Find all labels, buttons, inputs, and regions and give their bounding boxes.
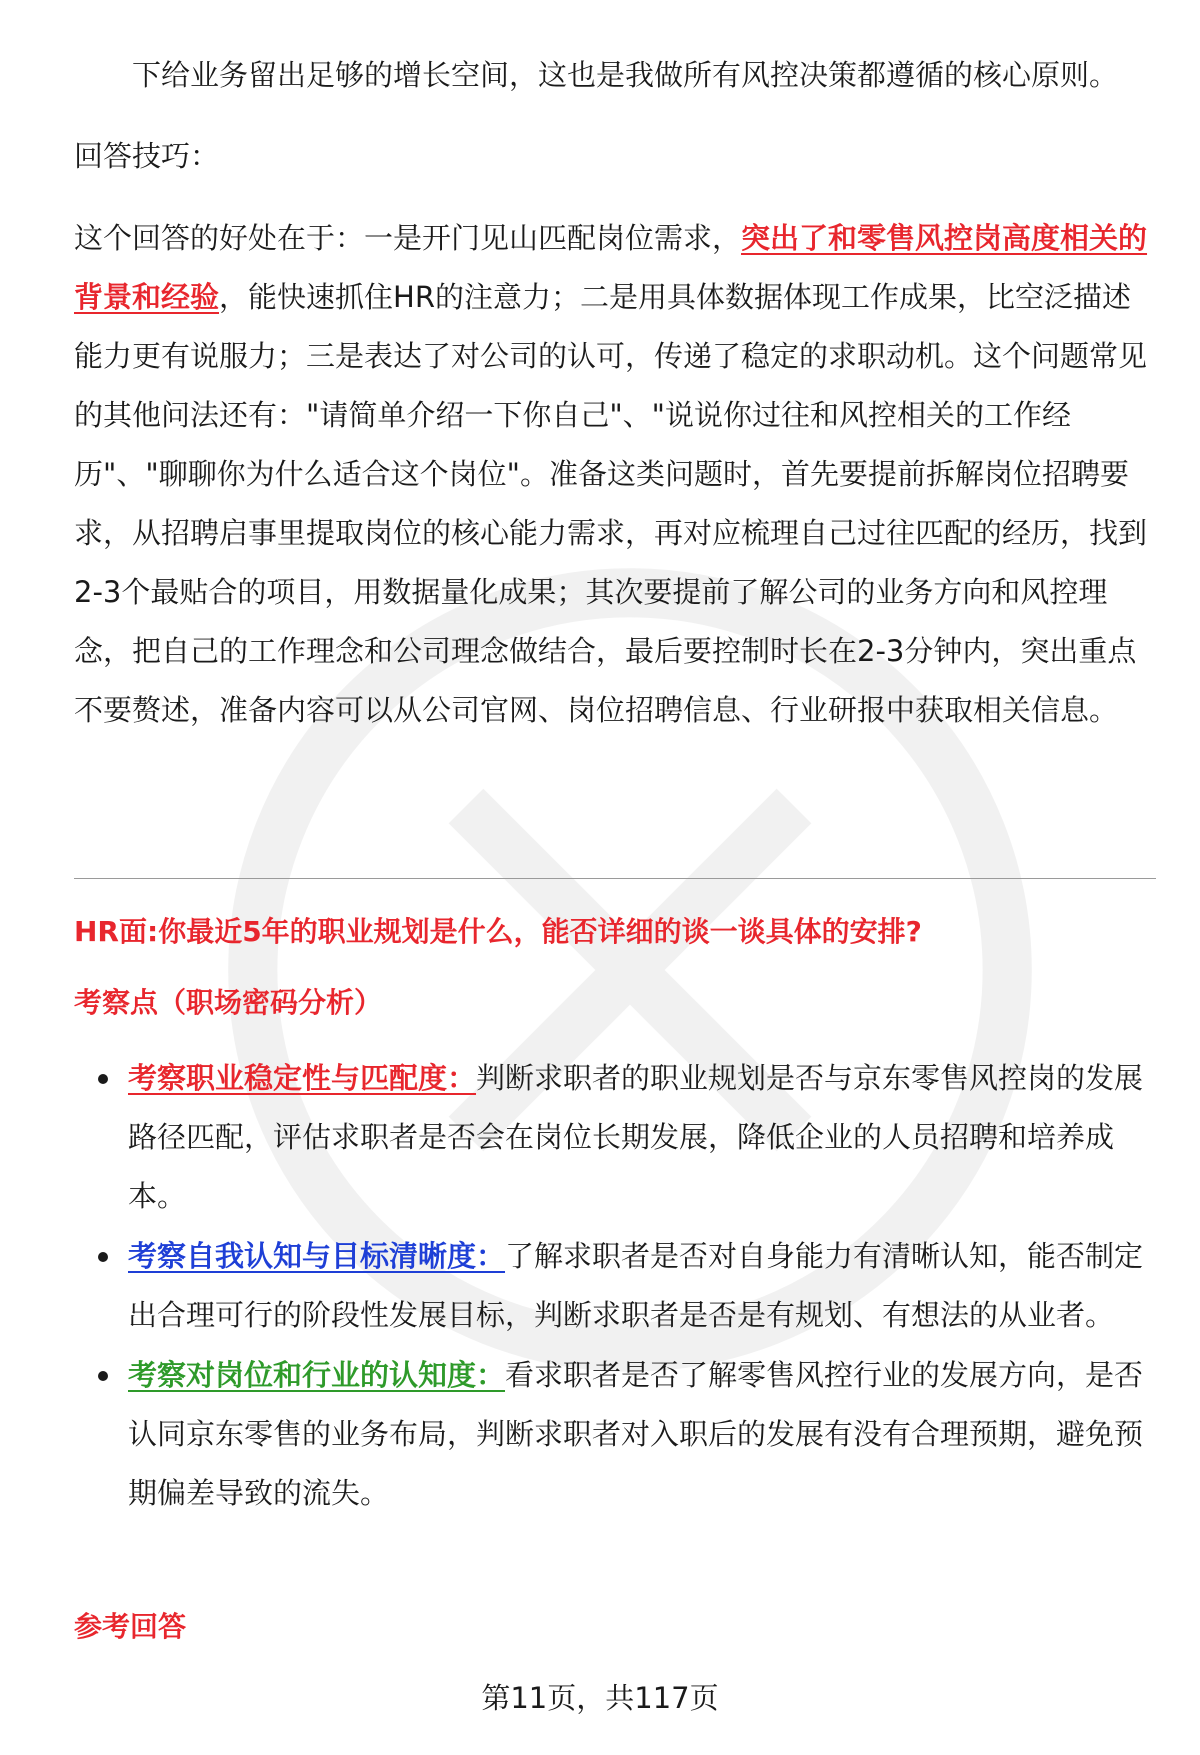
focus-points-list [74,1049,1158,1524]
focus-point [74,1346,1158,1523]
continuation-paragraph: 下给业务留出足够的增长空间，这也是我做所有风控决策都遵循的核心原则。 [132,58,1119,92]
focus-point-text: 判断求职者的职业规划是否与京东零售风控岗的发展路径匹配，评估求职者是否会在岗位长期发展，降低企业的人员招聘和培养成本。 [128,1061,1144,1213]
section-divider [74,878,1156,879]
reference-answer-heading: 参考回答 [74,1610,187,1643]
tips-rest: ，能快速抓住HR的注意力；二是用具体数据体现工作成果，比空泛描述能力更有说服力；三是表达了对公司的认可，传递了稳定的求职动机。这个问题常见的其他问法还有："请简单介绍一下你自己"、"说说你过往和风控相关的工作经历"、"聊聊你为什么适合这个岗位"。准备这类问题时，首先要提前拆解岗位招聘要求，从招聘启事里提取岗位的核心能力需求，再对应梳理自己过往匹配的经历，找到2-3个最贴合的项目，用数据量化成果；其次要提前了解公司的业务方向和风控理念，把自己的工作理念和公司理念做结合，最后要控制时长在2-3分钟内，突出重点不要赘述，准备内容可以从公司官网、岗位招聘信息、行业研报中获取相关信息。 [74,280,1148,727]
tips-intro: 这个回答的好处在于：一是开门见山匹配岗位需求， [74,221,742,255]
tips-highlight: 突出了和零售风控岗高度相关的背景和经验 [74,221,1148,314]
tips-paragraph [74,209,1154,740]
focus-point-text: 了解求职者是否对自身能力有清晰认知，能否制定出合理可行的阶段性发展目标，判断求职者是否是有规划、有想法的从业者。 [128,1239,1144,1332]
focus-heading: 考察点（职场密码分析） [74,986,383,1019]
focus-point-text: 看求职者是否了解零售风控行业的发展方向，是否认同京东零售的业务布局，判断求职者对入职后的发展有没有合理预期，避免预期偏差导致的流失。 [128,1358,1144,1510]
page-indicator: 第11页，共117页 [481,1681,719,1715]
bullet-icon [98,1252,108,1262]
question-title: HR面:你最近5年的职业规划是什么，能否详细的谈一谈具体的安排? [74,915,922,948]
bullet-icon [98,1371,108,1381]
tips-label: 回答技巧： [74,139,220,173]
focus-point-label: 考察职业稳定性与匹配度： [128,1061,477,1095]
focus-point-label: 考察自我认知与目标清晰度： [128,1239,506,1273]
focus-point [74,1049,1158,1226]
focus-point [74,1227,1158,1345]
bullet-icon [98,1074,108,1084]
focus-point-label: 考察对岗位和行业的认知度： [128,1358,506,1392]
